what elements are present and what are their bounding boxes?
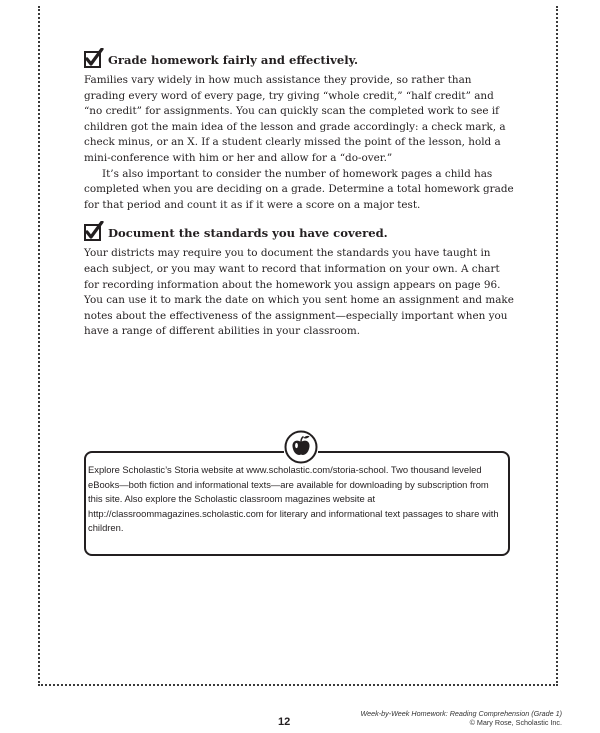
callout-text: Explore Scholastic’s Storia website at www.scholastic.com/storia-school. Two thousand leveled eBooks—both fiction and informational texts—are available for downloading by subscription from this site. Also explore the Scholastic classroom magazines website at http://classroommagazines.scholastic.com for literary and informational text passages to share with children. bbox=[88, 464, 499, 534]
footer-credit bbox=[361, 709, 562, 727]
paragraph: Families vary widely in how much assistance they provide, so rather than grading every word of every page, try giving “whole credit,” “half credit” and “no credit” for assignments. You can quickly scan the completed work to see if children got the main idea of the lesson and grade accordingly: a check mark, a check minus, or an X. If a student clearly missed the point of the lesson, hold a mini-conference with him or her and allow for a “do-over.” bbox=[84, 74, 506, 164]
footer-book-title: Week-by-Week Homework: Reading Comprehension (Grade 1) bbox=[360, 709, 562, 718]
paragraph: Your districts may require you to document the standards you have taught in each subject, or you may want to record that information on your own. A chart for recording information about the homework you assign appears on page 96. You can use it to mark the date on which you sent home an assignment and make notes about the effectiveness of the assignment—especially important when you have a range of different abilities in your classroom. bbox=[84, 247, 514, 338]
section-heading-text: Document the standards you have covered. bbox=[108, 225, 388, 240]
section-heading-text: Grade homework fairly and effectively. bbox=[108, 52, 359, 67]
checkbox-check-icon bbox=[84, 50, 103, 69]
footer-copyright: © Mary Rose, Scholastic Inc. bbox=[469, 718, 562, 727]
paragraph: It’s also important to consider the number of homework pages a child has completed when you are deciding on a grade. Determine a total homework grade for that period and count it as if it were a score on a major test. bbox=[84, 167, 514, 211]
section-heading-grading bbox=[84, 50, 514, 69]
page-number: 12 bbox=[278, 716, 291, 728]
section-heading-standards bbox=[84, 223, 514, 242]
checkbox-check-icon bbox=[84, 223, 103, 242]
main-content bbox=[84, 50, 514, 340]
apple-icon bbox=[284, 430, 318, 464]
